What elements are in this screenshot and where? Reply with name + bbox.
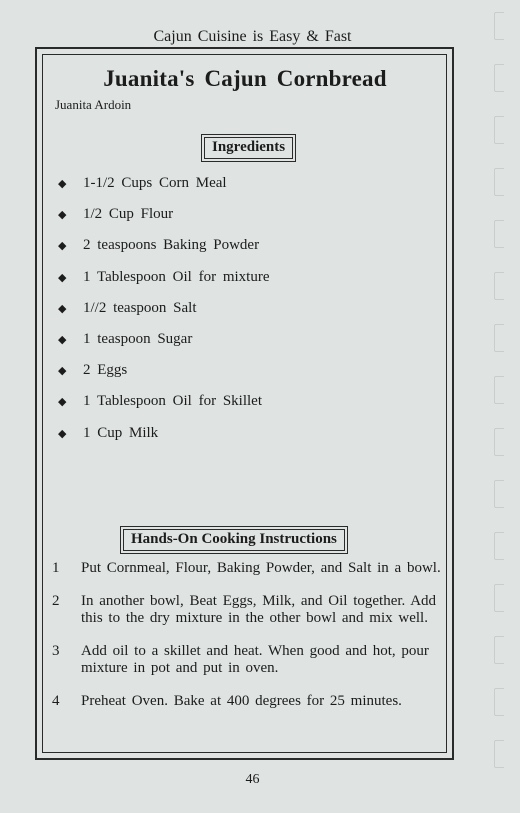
- binder-ring-icon: [494, 480, 504, 508]
- ingredient-item: [58, 262, 438, 293]
- instructions-heading: Hands-On Cooking Instructions: [123, 529, 345, 551]
- binder-ring-icon: [494, 584, 504, 612]
- binder-ring-icon: [494, 220, 504, 248]
- binder-ring-icon: [494, 740, 504, 768]
- binder-ring-icon: [494, 688, 504, 716]
- diamond-bullet-icon: ◆: [58, 396, 67, 409]
- ingredient-item: [58, 355, 438, 386]
- binder-ring-icon: [494, 64, 504, 92]
- binder-ring-icon: [494, 12, 504, 40]
- binder-ring-icon: [494, 168, 504, 196]
- step-number: 4: [52, 693, 60, 709]
- step-text: Preheat Oven. Bake at 400 degrees for 25 minutes.: [81, 693, 402, 709]
- ingredient-text: 2 teaspoons Baking Powder: [83, 237, 260, 254]
- running-header: Cajun Cuisine is Easy & Fast: [153, 28, 352, 45]
- ingredient-item: [58, 386, 438, 417]
- step-number: 2: [52, 593, 60, 609]
- diamond-bullet-icon: ◆: [58, 302, 67, 315]
- ingredient-text: 1//2 teaspoon Salt: [83, 299, 197, 316]
- diamond-bullet-icon: ◆: [58, 334, 67, 347]
- binder-ring-icon: [494, 116, 504, 144]
- ingredient-item: [58, 324, 438, 355]
- ingredient-text: 1 teaspoon Sugar: [83, 331, 193, 348]
- recipe-author: Juanita Ardoin: [55, 97, 132, 112]
- step-number: 3: [52, 643, 60, 659]
- binder-ring-icon: [494, 636, 504, 664]
- diamond-bullet-icon: ◆: [58, 271, 67, 284]
- recipe-title: Juanita's Cajun Cornbread: [103, 66, 387, 91]
- diamond-bullet-icon: ◆: [58, 209, 67, 222]
- ingredient-item: [58, 293, 438, 324]
- page-number: 46: [245, 772, 260, 787]
- ingredient-item: [58, 418, 438, 449]
- instruction-step: [52, 693, 447, 710]
- ingredient-item: [58, 230, 438, 261]
- binder-ring-icon: [494, 272, 504, 300]
- diamond-bullet-icon: ◆: [58, 178, 67, 191]
- ingredient-item: [58, 199, 438, 230]
- ingredient-text: 1-1/2 Cups Corn Meal: [83, 175, 227, 192]
- diamond-bullet-icon: ◆: [58, 240, 67, 253]
- ingredient-text: 1 Cup Milk: [83, 424, 159, 441]
- ingredients-heading: Ingredients: [204, 137, 293, 159]
- step-text: Put Cornmeal, Flour, Baking Powder, and Salt in a bowl.: [81, 560, 441, 576]
- ingredients-list: [58, 168, 438, 449]
- instruction-step: [52, 560, 447, 577]
- ingredient-text: 1/2 Cup Flour: [83, 206, 174, 223]
- ingredient-item: [58, 168, 438, 199]
- step-text: Add oil to a skillet and heat. When good and hot, pour mixture in pot and put in oven.: [81, 643, 429, 676]
- binder-ring-icon: [494, 324, 504, 352]
- diamond-bullet-icon: ◆: [58, 427, 67, 440]
- instruction-step: [52, 593, 447, 627]
- diamond-bullet-icon: ◆: [58, 365, 67, 378]
- step-text: In another bowl, Beat Eggs, Milk, and Oil together. Add this to the dry mixture in the other bowl and mix well.: [81, 593, 437, 626]
- ingredient-text: 1 Tablespoon Oil for mixture: [83, 268, 270, 285]
- binder-ring-icon: [494, 428, 504, 456]
- binder-ring-icon: [494, 532, 504, 560]
- ingredient-text: 1 Tablespoon Oil for Skillet: [83, 393, 262, 410]
- step-number: 1: [52, 560, 60, 576]
- instruction-step: [52, 643, 447, 677]
- binder-ring-icon: [494, 376, 504, 404]
- instructions-list: [52, 560, 447, 726]
- ingredient-text: 2 Eggs: [83, 362, 128, 379]
